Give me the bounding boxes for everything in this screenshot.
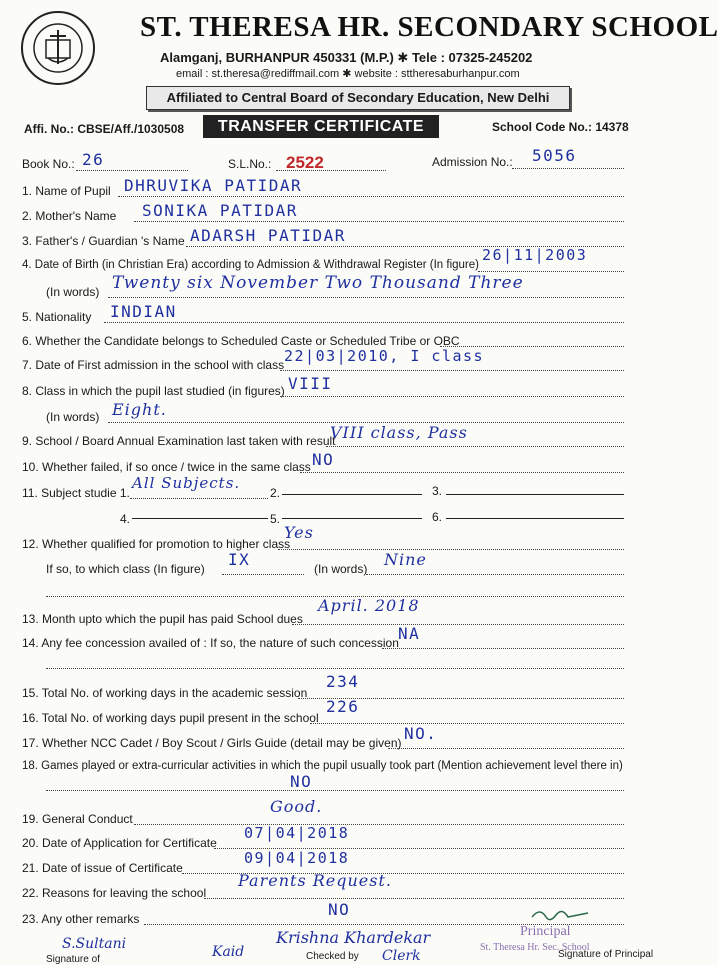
first-admission-value: 22|03|2010, I class (284, 347, 485, 365)
name-of-pupil-value: DHRUVIKA PATIDAR (124, 176, 303, 195)
school-name: ST. THERESA HR. SECONDARY SCHOOL (140, 11, 718, 43)
dob-words-value: Twenty six November Two Thousand Three (112, 273, 524, 293)
name-of-pupil-label: 1. Name of Pupil (22, 184, 111, 198)
leaving-reason-label: 22. Reasons for leaving the school (22, 886, 207, 900)
days-present-value: 226 (326, 697, 360, 716)
remarks-label: 23. Any other remarks (22, 912, 140, 926)
promoted-class-words-value: Nine (384, 550, 427, 569)
promotion-label: 12. Whether qualified for promotion to higher class (22, 537, 291, 551)
dues-value: April. 2018 (318, 596, 420, 615)
principal-stamp: Principal (520, 924, 571, 939)
games-value: NO (290, 772, 313, 791)
school-seal-logo (20, 10, 96, 86)
conduct-value: Good. (270, 797, 323, 816)
subjects-value: All Subjects. (132, 474, 241, 492)
dob-words-label: (In words) (46, 285, 100, 299)
working-days-label: 15. Total No. of working days in the academic session (22, 686, 308, 700)
subject-5-label: 5. (270, 512, 281, 526)
book-no-label: Book No.: (22, 157, 75, 171)
issue-date-label: 21. Date of issue of Certificate (22, 861, 183, 875)
mother-name-label: 2. Mother's Name (22, 209, 117, 223)
dues-label: 13. Month upto which the pupil has paid School dues (22, 612, 303, 626)
failed-value: NO (312, 450, 335, 469)
application-date-label: 20. Date of Application for Certificate (22, 836, 217, 850)
promotion-value: Yes (284, 523, 314, 542)
checked-by-role: Clerk (382, 948, 421, 964)
school-code: School Code No.: 14378 (492, 120, 629, 134)
book-no-value: 26 (82, 150, 105, 169)
first-admission-label: 7. Date of First admission in the school with class (22, 358, 285, 372)
ncc-value: NO. (404, 724, 438, 743)
school-contact: email : st.theresa@rediffmail.com ✱ website : sttheresaburhanpur.com (176, 68, 520, 80)
date-of-birth-figure: 26|11|2003 (482, 246, 588, 264)
leaving-reason-value: Parents Request. (238, 871, 392, 890)
caste-label: 6. Whether the Candidate belongs to Scheduled Caste or Scheduled Tribe or OBC (22, 334, 460, 348)
principal-signature-mark (528, 903, 598, 923)
exam-result-label: 9. School / Board Annual Examination last taken with result (22, 434, 336, 448)
last-class-words-label: (In words) (46, 410, 100, 424)
last-class-words-value: Eight. (112, 400, 167, 419)
signature-1-label: Signature of (46, 954, 100, 965)
signature-1-scribble: S.Sultani (62, 936, 127, 952)
conduct-label: 19. General Conduct (22, 812, 133, 826)
working-days-value: 234 (326, 672, 360, 691)
nationality-label: 5. Nationality (22, 310, 92, 324)
remarks-value: NO (328, 900, 351, 919)
promoted-class-label: If so, to which class (In figure) (46, 562, 205, 576)
father-name-label: 3. Father's / Guardian 's Name (22, 234, 185, 248)
last-class-value: VIII (288, 374, 333, 393)
sl-no-value: 2522 (286, 153, 324, 172)
checked-by-name: Krishna Khardekar (276, 928, 431, 947)
admission-no-label: Admission No.: (432, 155, 513, 169)
promoted-class-figure: IX (228, 550, 251, 569)
subject-6-label: 6. (432, 510, 443, 524)
subject-3-label: 3. (432, 484, 443, 498)
admission-no-value: 5056 (532, 146, 577, 165)
affiliation-banner: Affiliated to Central Board of Secondary Education, New Delhi (146, 86, 570, 110)
fee-concession-value: NA (398, 624, 421, 643)
signature-2-scribble: Kaid (212, 944, 245, 960)
nationality-value: INDIAN (110, 302, 177, 321)
days-present-label: 16. Total No. of working days pupil present in the school (22, 711, 319, 725)
principal-stamp-school: St. Theresa Hr. Sec. School (480, 942, 590, 953)
checked-by-label: Checked by (306, 951, 359, 962)
certificate-title: TRANSFER CERTIFICATE (203, 115, 439, 138)
ncc-label: 17. Whether NCC Cadet / Boy Scout / Girls Guide (detail may be given) (22, 736, 402, 750)
promoted-class-words-label: (In words) (314, 562, 368, 576)
fee-concession-label: 14. Any fee concession availed of : If so, the nature of such concession (22, 636, 399, 650)
games-label: 18. Games played or extra-curricular activities in which the pupil usually took part (Mention achievement level there in) (22, 760, 623, 772)
application-date-value: 07|04|2018 (244, 824, 350, 842)
father-name-value: ADARSH PATIDAR (190, 226, 346, 245)
last-class-label: 8. Class in which the pupil last studied (in figures) (22, 384, 285, 398)
exam-result-value: VIII class, Pass (330, 423, 468, 442)
principal-signature-label: Signature of Principal (558, 949, 654, 960)
mother-name-value: SONIKA PATIDAR (142, 201, 298, 220)
date-of-birth-label: 4. Date of Birth (in Christian Era) according to Admission & Withdrawal Register (In figure) (22, 259, 479, 271)
issue-date-value: 09|04|2018 (244, 849, 350, 867)
school-address: Alamganj, BURHANPUR 450331 (M.P.) ✱ Tele : 07325-245202 (160, 50, 533, 65)
sl-no-label: S.L.No.: (228, 157, 272, 171)
affiliation-number: Affi. No.: CBSE/Aff./1030508 (24, 122, 185, 136)
subject-4-label: 4. (120, 512, 131, 526)
failed-label: 10. Whether failed, if so once / twice in the same class (22, 460, 311, 474)
subject-2-label: 2. (270, 486, 281, 500)
subjects-label: 11. Subject studie 1. (22, 486, 130, 500)
